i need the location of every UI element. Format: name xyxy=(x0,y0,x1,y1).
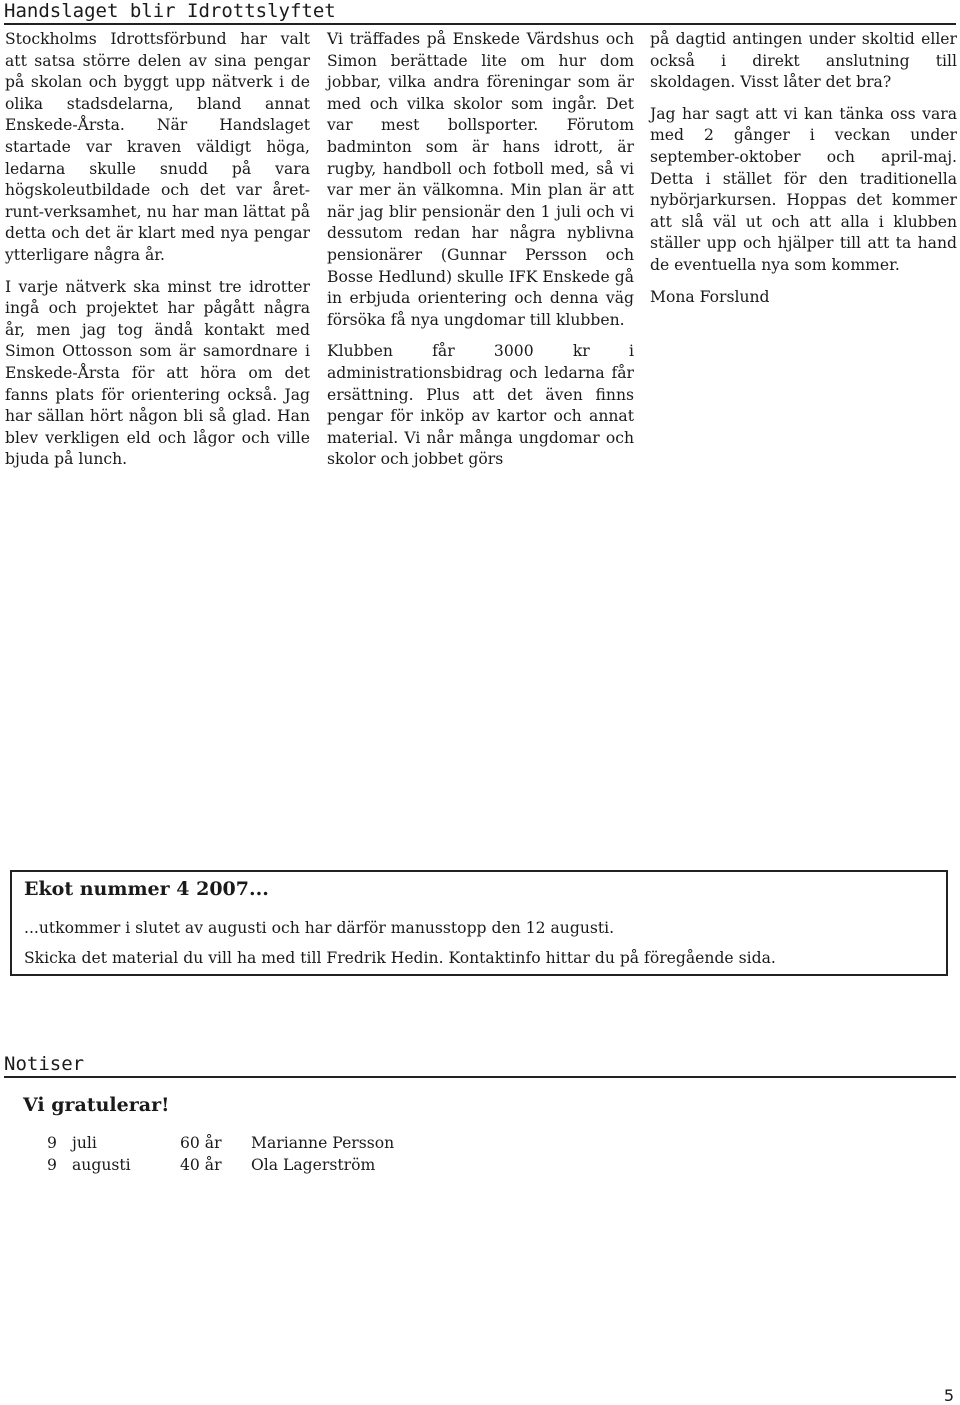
article-column-1 xyxy=(5,29,310,481)
paragraph: I varje nätverk ska minst tre idrotter ingå och projektet har pågått några år, men jag tog ändå kontakt med Simon Ottosson som är samordnare i Enskede-Årsta för att höra om det fanns plats för orientering också. Jag har sällan hört någon bli så glad. Han blev verkligen eld och lågor och ville bjuda på lunch. xyxy=(5,277,310,469)
person-name: Ola Lagerström xyxy=(251,1156,376,1174)
age: 40 år xyxy=(180,1156,222,1174)
page-number: 5 xyxy=(943,1386,954,1405)
person-name: Marianne Persson xyxy=(251,1134,395,1152)
paragraph: Klubben får 3000 kr i administrationsbidrag och ledarna får ersättning. Plus att det även finns pengar för inköp av kartor och annat material. Vi når många ungdomar och skolor och jobbet görs xyxy=(327,342,634,469)
age: 60 år xyxy=(180,1134,222,1152)
congratulations-list xyxy=(47,1132,447,1176)
day: 9 xyxy=(47,1156,57,1174)
month: augusti xyxy=(72,1156,131,1174)
article-column-3 xyxy=(650,29,957,318)
month: juli xyxy=(72,1134,97,1152)
article-column-2 xyxy=(327,29,634,481)
list-item xyxy=(47,1154,447,1176)
notice-box-title: Ekot nummer 4 2007... xyxy=(24,878,269,900)
paragraph: Vi träffades på Enskede Värdshus och Simon berättade lite om hur dom jobbar, vilka andra föreningar som är med och vilka skolor som ingår. Det var mest bollsporter. Förutom badminton som är hans idrott, är rugby, handboll och fotboll med, så vi var mer än välkomna. Min plan är att när jag blir pensionär den 1 juli och vi dessutom redan har några nyblivna pensionärer (Gunnar Persson och Bosse Hedlund) skulle IFK Enskede gå in erbjuda orientering och denna väg försöka få nya ungdomar till klubben. xyxy=(327,30,634,329)
notice-box-line: Skicka det material du vill ha med till Fredrik Hedin. Kontaktinfo hittar du på föregående sida. xyxy=(24,949,776,967)
notiser-title: Notiser xyxy=(4,1053,956,1078)
section-title: Handslaget blir Idrottslyftet xyxy=(4,0,956,25)
day: 9 xyxy=(47,1134,57,1152)
notice-box-line: ...utkommer i slutet av augusti och har därför manusstopp den 12 augusti. xyxy=(24,919,615,937)
paragraph: Jag har sagt att vi kan tänka oss vara med 2 gånger i veckan under september-oktober och april-maj. Detta i stället för den traditionella nybörjarkursen. Hoppas det kommer att slå väl ut och att alla i klubben ställer upp och hjälper till att ta hand de eventuella nya som kommer. xyxy=(650,104,957,274)
author-signature: Mona Forslund xyxy=(650,287,770,306)
notice-box xyxy=(10,870,948,976)
congratulations-heading: Vi gratulerar! xyxy=(23,1094,170,1116)
paragraph: på dagtid antingen under skoltid eller också i direkt anslutning till skoldagen. Visst låter det bra? xyxy=(650,30,957,92)
paragraph: Stockholms Idrottsförbund har valt att satsa större delen av sina pengar på skolan och byggt upp nätverk i de olika stadsdelarna, bland annat Enskede-Årsta. När Handslaget startade var kraven väldigt höga, ledarna skulle snudd på vara högskoleutbildade och det var året-runt-verksamhet, nu har man lättat på detta och det är klart med nya pengar ytterligare några år. xyxy=(5,30,310,264)
list-item xyxy=(47,1132,447,1154)
